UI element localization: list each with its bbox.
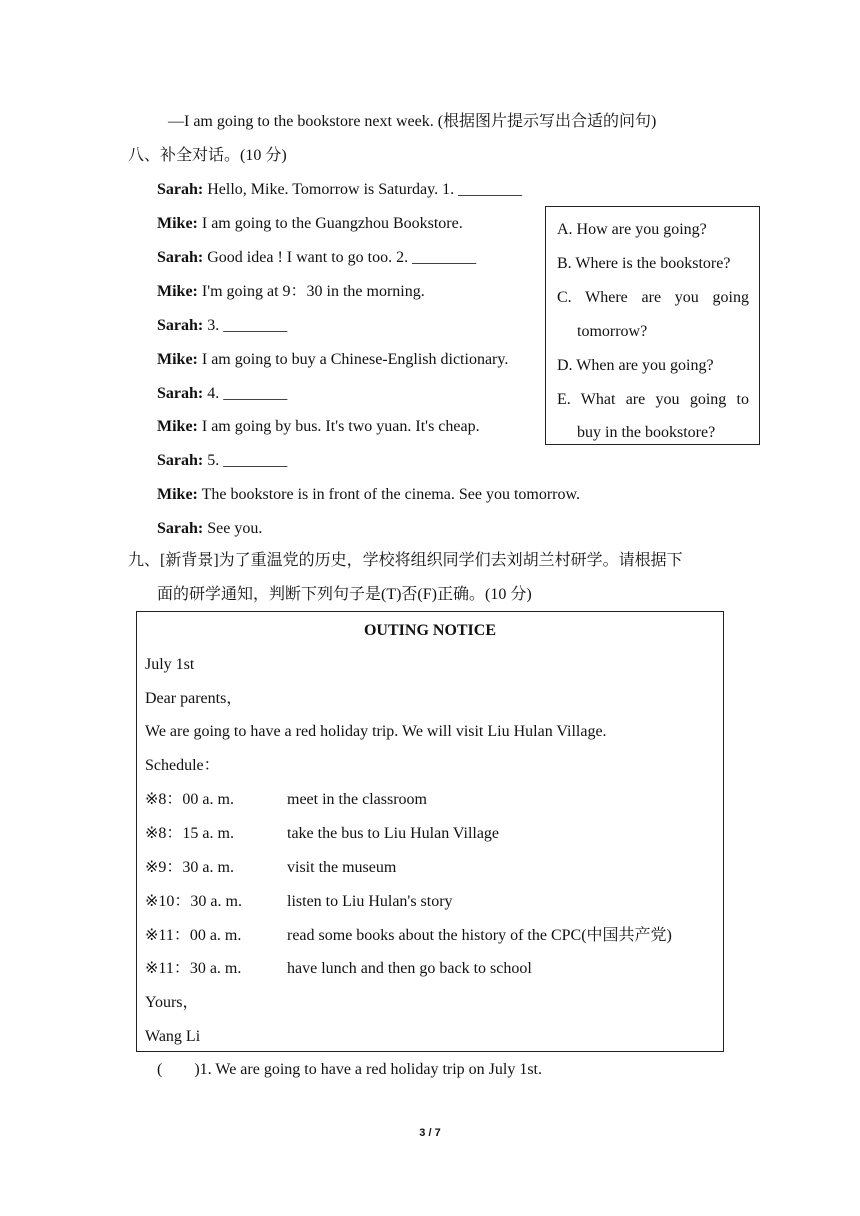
- section-8-heading: 八、补全对话。(10 分): [128, 147, 287, 164]
- outing-notice-box: [136, 611, 724, 1052]
- question-1: ( )1. We are going to have a red holiday trip on July 1st.: [157, 1061, 542, 1078]
- option-c-line1: C. Where are you going: [557, 289, 749, 306]
- speaker: Mike:: [157, 283, 198, 300]
- notice-closing: Yours，: [145, 994, 199, 1011]
- speaker: Mike:: [157, 418, 198, 435]
- schedule-time: ※9：30 a. m.: [145, 859, 234, 876]
- utterance: Good idea ! I want to go too. 2. ________: [203, 249, 477, 266]
- utterance: Hello, Mike. Tomorrow is Saturday. 1. ________: [203, 181, 523, 198]
- speaker: Sarah:: [157, 317, 204, 334]
- notice-date: July 1st: [145, 656, 195, 673]
- schedule-time: ※10：30 a. m.: [145, 893, 242, 910]
- schedule-label: Schedule：: [145, 757, 220, 774]
- schedule-activity: listen to Liu Hulan's story: [287, 893, 453, 910]
- section-9-heading-line2: 面的研学通知，判断下列句子是(T)否(F)正确。(10 分): [157, 586, 532, 603]
- speaker: Sarah:: [157, 520, 204, 537]
- page-number: 3 / 7: [419, 1127, 441, 1139]
- schedule-activity: meet in the classroom: [287, 791, 427, 808]
- notice-signature: Wang Li: [145, 1028, 201, 1045]
- dialogue-line: [157, 281, 425, 303]
- utterance: I am going to buy a Chinese-English dictionary.: [197, 351, 509, 368]
- notice-title: OUTING NOTICE: [363, 622, 497, 639]
- utterance: I am going to the Guangzhou Bookstore.: [197, 215, 463, 232]
- dialogue-line: [157, 518, 262, 540]
- options-box: [545, 206, 760, 445]
- option-a: A. How are you going?: [557, 221, 707, 238]
- notice-greeting: Dear parents，: [145, 690, 243, 707]
- dialogue-line: [157, 450, 287, 472]
- schedule-activity: have lunch and then go back to school: [287, 960, 532, 977]
- dialogue-line: [157, 315, 287, 337]
- utterance: 5. ________: [203, 452, 288, 469]
- dialogue-line: [157, 213, 463, 235]
- option-c-line2: tomorrow?: [577, 323, 648, 340]
- schedule-time: ※8：15 a. m.: [145, 825, 234, 842]
- dialogue-line: [157, 247, 476, 269]
- option-e-line1: E. What are you going to: [557, 391, 749, 408]
- utterance: 4. ________: [203, 385, 288, 402]
- schedule-activity: read some books about the history of the CPC(中国共产党): [287, 927, 672, 944]
- utterance: The bookstore is in front of the cinema. See you tomorrow.: [197, 486, 581, 503]
- option-e-line2: buy in the bookstore?: [577, 424, 716, 441]
- utterance: 3. ________: [203, 317, 288, 334]
- speaker: Sarah:: [157, 249, 204, 266]
- utterance: I am going by bus. It's two yuan. It's cheap.: [197, 418, 480, 435]
- speaker: Sarah:: [157, 385, 204, 402]
- speaker: Sarah:: [157, 452, 204, 469]
- speaker: Mike:: [157, 215, 198, 232]
- previous-answer-line: —I am going to the bookstore next week. (根据图片提示写出合适的问句): [168, 113, 657, 130]
- dialogue-line: [157, 349, 508, 371]
- utterance: See you.: [203, 520, 263, 537]
- section-9-heading-line1: 九、[新背景]为了重温党的历史，学校将组织同学们去刘胡兰村研学。请根据下: [128, 552, 683, 569]
- schedule-time: ※11：30 a. m.: [145, 960, 242, 977]
- dialogue-line: [157, 383, 287, 405]
- speaker: Mike:: [157, 486, 198, 503]
- option-d: D. When are you going?: [557, 357, 714, 374]
- speaker: Sarah:: [157, 181, 204, 198]
- speaker: Mike:: [157, 351, 198, 368]
- option-b: B. Where is the bookstore?: [557, 255, 731, 272]
- notice-intro: We are going to have a red holiday trip. We will visit Liu Hulan Village.: [145, 723, 607, 740]
- dialogue-line: [157, 484, 580, 506]
- schedule-time: ※8：00 a. m.: [145, 791, 234, 808]
- dialogue-line: [157, 416, 480, 438]
- schedule-time: ※11：00 a. m.: [145, 927, 242, 944]
- dialogue-line: [157, 179, 522, 201]
- schedule-activity: visit the museum: [287, 859, 397, 876]
- utterance: I'm going at 9：30 in the morning.: [197, 283, 425, 300]
- schedule-activity: take the bus to Liu Hulan Village: [287, 825, 500, 842]
